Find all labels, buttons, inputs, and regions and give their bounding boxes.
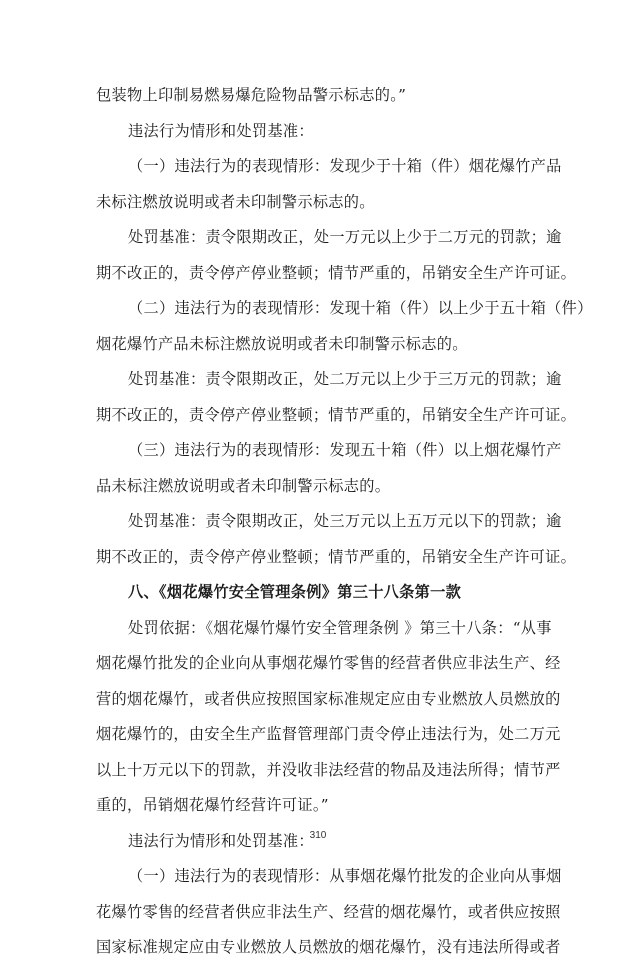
text-line: 重的，吊销烟花爆竹经营许可证。” <box>96 796 329 814</box>
text-line: 期不改正的，责令停产停业整顿；情节严重的，吊销安全生产许可证。 <box>96 405 577 424</box>
text-line: 以上十万元以下的罚款，并没收非法经营的物品及违法所得；情节严 <box>96 760 561 779</box>
section-heading: 八、《烟花爆竹安全管理条例》第三十八条第一款 <box>128 583 462 601</box>
text-line: 期不改正的，责令停产停业整顿；情节严重的，吊销安全生产许可证。 <box>96 263 577 282</box>
text-line: 品未标注燃放说明或者未印制警示标志的。 <box>96 476 391 495</box>
text-line: 处罚基准：责令限期改正，处一万元以上少于二万元的罚款；逾 <box>128 228 562 246</box>
text-line: 烟花爆竹批发的企业向从事烟花爆竹零售的经营者供应非法生产、经 <box>96 654 561 672</box>
text-line: 烟花爆竹的，由安全生产监督管理部门责令停止违法行为，处二万元 <box>96 725 561 743</box>
text-line: 处罚基准：责令限期改正，处三万元以上五万元以下的罚款；逾 <box>128 512 562 530</box>
text-line: （一）违法行为的表现情形：发现少于十箱（件）烟花爆竹产品 <box>128 157 562 175</box>
page-number: 310 <box>309 830 327 841</box>
text-line: 违法行为情形和处罚基准： <box>128 121 314 140</box>
text-line: （二）违法行为的表现情形：发现十箱（件）以上少于五十箱（件） <box>128 299 593 317</box>
text-line: 未标注燃放说明或者未印制警示标志的。 <box>96 192 375 211</box>
text-line: 营的烟花爆竹，或者供应按照国家标准规定应由专业燃放人员燃放的 <box>96 689 561 708</box>
text-line: （三）违法行为的表现情形：发现五十箱（件）以上烟花爆竹产 <box>128 441 562 459</box>
text-line: 国家标准规定应由专业燃放人员燃放的烟花爆竹，没有违法所得或者 <box>96 938 561 956</box>
text-line: 处罚基准：责令限期改正，处二万元以上少于三万元的罚款；逾 <box>128 370 562 388</box>
text-line: 处罚依据：《烟花爆竹爆竹安全管理条例 》第三十八条：“从事 <box>128 618 552 637</box>
text-line: （一）违法行为的表现情形：从事烟花爆竹批发的企业向从事烟 <box>128 867 562 885</box>
text-line: 期不改正的，责令停产停业整顿；情节严重的，吊销安全生产许可证。 <box>96 547 577 566</box>
text-line: 包装物上印制易燃易爆危险物品警示标志的。” <box>96 86 407 104</box>
text-line: 违法行为情形和处罚基准： <box>128 831 314 850</box>
text-line: 花爆竹零售的经营者供应非法生产、经营的烟花爆竹，或者供应按照 <box>96 902 561 921</box>
text-line: 烟花爆竹产品未标注燃放说明或者未印制警示标志的。 <box>96 334 468 353</box>
